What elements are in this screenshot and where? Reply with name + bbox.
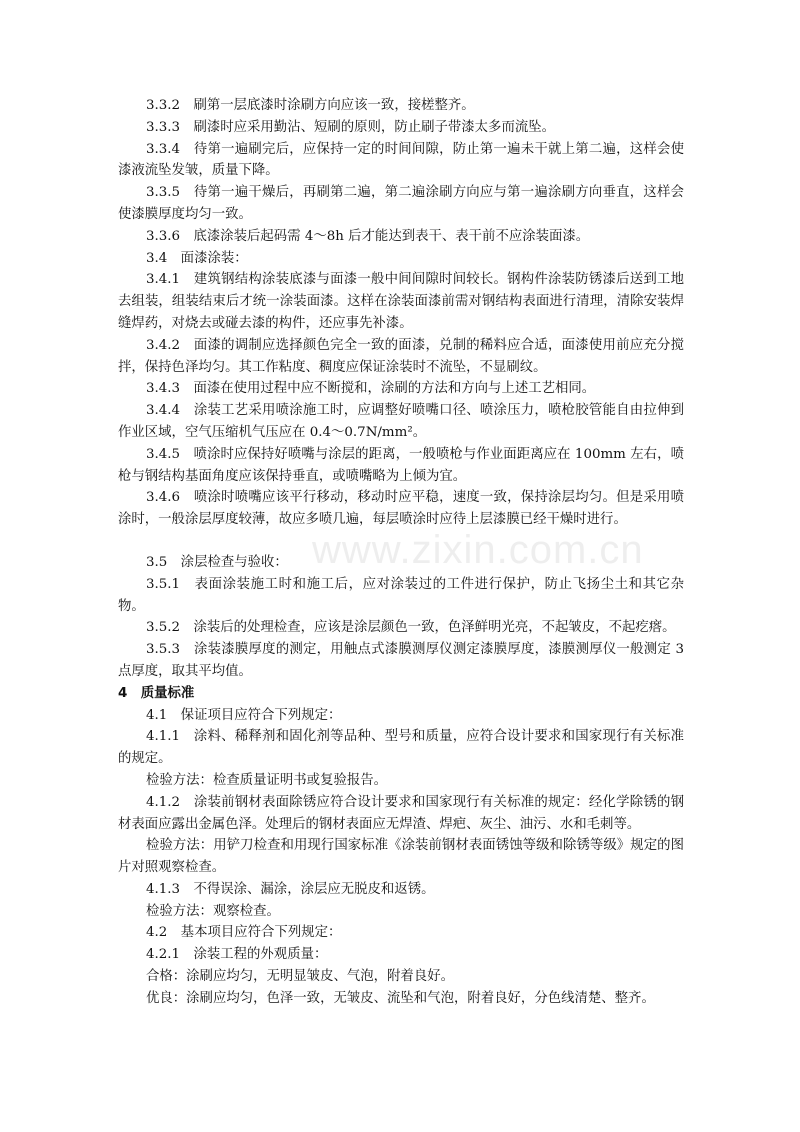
paragraph: 3.5.1 表面涂装施工时和施工后，应对涂装过的工件进行保护，防止飞扬尘土和其它杂物。 [118,576,684,614]
paragraph: 3.5.2 涂装后的处理检查，应该是涂层颜色一致，色泽鲜明光亮，不起皱皮，不起疙瘩。 [146,620,676,636]
watermark: www.zixin.com.cn [312,528,644,572]
paragraph: 优良：涂刷应均匀，色泽一致，无皱皮、流坠和气泡，附着良好，分色线清楚、整齐。 [146,990,655,1006]
paragraph: 3.3.3 刷漆时应采用勤沾、短刷的原则，防止刷子带漆太多而流坠。 [146,119,556,135]
paragraph: 4.2 基本项目应符合下列规定： [146,925,342,941]
paragraph: 3.4.6 喷涂时喷嘴应该平行移动，移动时应平稳，速度一致，保持涂层均匀。但是采用喷涂时，一般涂层厚度较薄，故应多喷几遍，每层喷涂时应待上层漆膜已经干燥时进行。 [118,490,684,528]
paragraph: 3.4.1 建筑钢结构涂装底漆与面漆一般中间间隙时间较长。钢构件涂装防锈漆后送到工地去组装，组装结束后才统一涂装面漆。这样在涂装面漆前需对钢结构表面进行清理，清除安装焊缝焊药，对烧去或碰去漆的构件，还应事先补漆。 [118,272,684,331]
paragraph: 3.3.6 底漆涂装后起码需 4～8h 后才能达到表干、表干前不应涂装面漆。 [146,228,590,244]
paragraph: 4.1 保证项目应符合下列规定： [146,707,342,723]
paragraph: 3.4.2 面漆的调制应选择颜色完全一致的面漆，兑制的稀料应合适，面漆使用前应充分搅拌，保持色泽均匀。其工作粘度、稠度应保证涂装时不流坠，不显刷纹。 [118,337,684,375]
document-body [118,95,684,1010]
paragraph-gap [118,531,684,552]
paragraph: 3.3.5 待第一遍干燥后，再刷第二遍，第二遍涂刷方向应与第一遍涂刷方向垂直，这样会使漆膜厚度均匀一致。 [118,185,684,222]
section-heading: 4 质量标准 [118,685,195,701]
paragraph: 4.2.1 涂装工程的外观质量： [146,947,328,963]
paragraph: 检验方法：用铲刀检查和用现行国家标准《涂装前钢材表面锈蚀等级和除锈等级》规定的图片对照观察检查。 [118,838,684,876]
paragraph: 4.1.1 涂料、稀释剂和固化剂等品种、型号和质量，应符合设计要求和国家现行有关标准的规定。 [118,729,684,767]
paragraph: 合格：涂刷应均匀，无明显皱皮、气泡，附着良好。 [146,969,454,985]
paragraph: 3.3.2 刷第一层底漆时涂刷方向应该一致，接槎整齐。 [146,98,475,113]
paragraph: 检验方法：检查质量证明书或复验报告。 [146,772,388,788]
paragraph: 3.4.4 涂装工艺采用喷涂施工时，应调整好喷嘴口径、喷涂压力，喷枪胶管能自由拉伸到作业区域，空气压缩机气压应在 0.4～0.7N/mm²。 [118,403,684,440]
paragraph: 3.5.3 涂装漆膜厚度的测定，用触点式漆膜测厚仪测定漆膜厚度，漆膜测厚仪一般测定 3 点厚度，取其平均值。 [118,642,684,679]
paragraph: 4.1.3 不得误涂、漏涂，涂层应无脱皮和返锈。 [146,881,435,897]
paragraph: 3.3.4 待第一遍刷完后，应保持一定的时间间隙，防止第一遍未干就上第二遍，这样会使漆液流坠发皱，质量下降。 [118,141,684,179]
paragraph: 3.4.5 喷涂时应保持好喷嘴与涂层的距离，一般喷枪与作业面距离应在 100mm 左右，喷枪与钢结构基面角度应该保持垂直，或喷嘴略为上倾为宜。 [118,446,684,484]
paragraph: 3.4.3 面漆在使用过程中应不断搅和，涂刷的方法和方向与上述工艺相同。 [146,381,596,397]
paragraph: 检验方法：观察检查。 [146,903,280,919]
paragraph: 3.4 面漆涂装： [146,250,248,266]
paragraph: 3.5 涂层检查与验收： [146,554,288,570]
paragraph: 4.1.2 涂装前钢材表面除锈应符合设计要求和国家现行有关标准的规定：经化学除锈的钢材表面应露出金属色泽。处理后的钢材表面应无焊渣、焊疤、灰尘、油污、水和毛刺等。 [118,794,684,832]
